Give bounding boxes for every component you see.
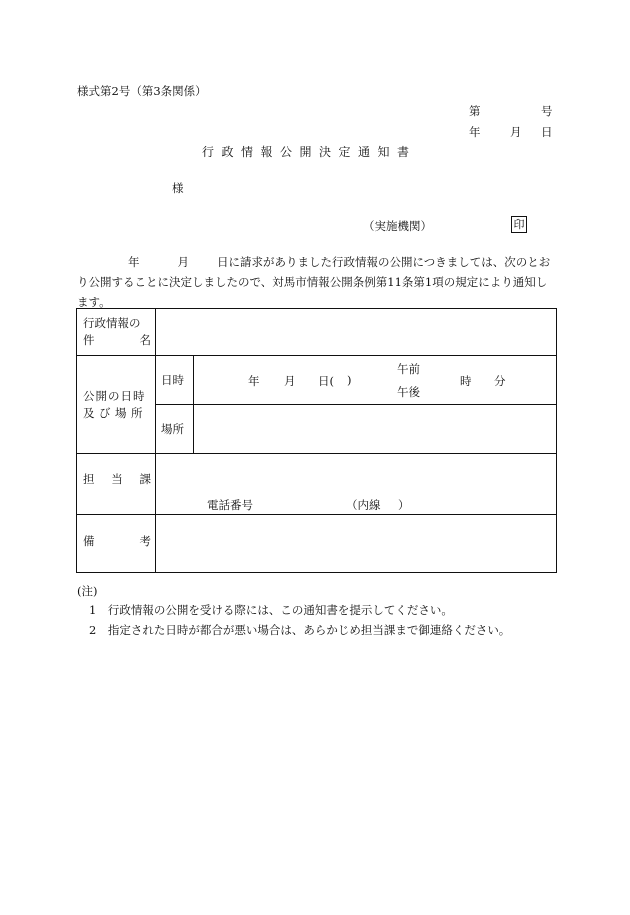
label-char: 考 (139, 534, 151, 548)
dt-year: 年 (248, 374, 260, 388)
phone-label: 電話番号 (207, 498, 253, 512)
remarks-label (77, 515, 156, 573)
document-name-label (77, 309, 156, 356)
extension-open: （内線 (346, 498, 381, 512)
form-number: 様式第2号（第3条関係） (77, 84, 207, 98)
pm-label: 午後 (397, 385, 420, 399)
datetime-place-label-line2: 及び場所 (83, 405, 147, 420)
header-day: 日 (541, 125, 553, 139)
body-text: 日に請求がありました行政情報の公開につきましては、次のとおり公開することに決定しましたので、対馬市情報公開条例第11条第1項の規定により通知します。 (77, 255, 551, 309)
datetime-label: 日時 (156, 356, 194, 405)
place-field[interactable] (194, 405, 557, 454)
header-year: 年 (469, 125, 481, 139)
label-char: 備 (83, 534, 95, 548)
notes-heading: (注) (77, 584, 98, 598)
document-title: 行政情報公開決定通知書 (202, 145, 417, 159)
disclosure-table (76, 308, 557, 573)
document-name-label-line2 (83, 332, 151, 349)
dt-close: ) (347, 373, 352, 387)
note-item-2: 2 指定された日時が都合が悪い場合は、あらかじめ担当課まで御連絡ください。 (89, 623, 511, 637)
note-item-1: 1 行政情報の公開を受ける際には、この通知書を提示してください。 (89, 603, 453, 617)
remarks-field[interactable] (156, 515, 557, 573)
hour-label: 時 (460, 374, 472, 388)
department-label (77, 454, 156, 515)
datetime-place-label (77, 356, 156, 454)
label-char: 件 (83, 333, 95, 347)
header-go: 号 (541, 104, 553, 118)
document-name-label-line1: 行政情報の (83, 316, 141, 330)
am-label: 午前 (397, 362, 420, 376)
document-name-field[interactable] (156, 309, 557, 356)
notice-body (77, 252, 557, 312)
dt-month: 月 (284, 374, 296, 388)
place-label: 場所 (156, 405, 194, 454)
header-month: 月 (510, 125, 522, 139)
table-row (77, 356, 557, 405)
label-char: 課 (139, 471, 151, 486)
extension-close: ） (398, 498, 410, 512)
body-year: 年 (128, 255, 140, 269)
header-dai: 第 (469, 104, 481, 118)
table-row (77, 454, 557, 515)
label-char: 担 (83, 471, 95, 486)
label-char: 名 (139, 333, 151, 347)
agency-label: （実施機関） (363, 219, 432, 233)
label-char: 当 (111, 471, 123, 486)
table-row (77, 515, 557, 573)
datetime-field[interactable] (194, 356, 557, 405)
body-month: 月 (177, 255, 189, 269)
table-row (77, 309, 557, 356)
minute-label: 分 (494, 374, 506, 388)
dt-day: 日( (318, 374, 334, 388)
department-field[interactable] (156, 454, 557, 515)
seal-mark: 印 (511, 216, 527, 233)
addressee-suffix: 様 (172, 181, 184, 195)
datetime-place-label-line1: 公開の日時 (83, 388, 146, 403)
